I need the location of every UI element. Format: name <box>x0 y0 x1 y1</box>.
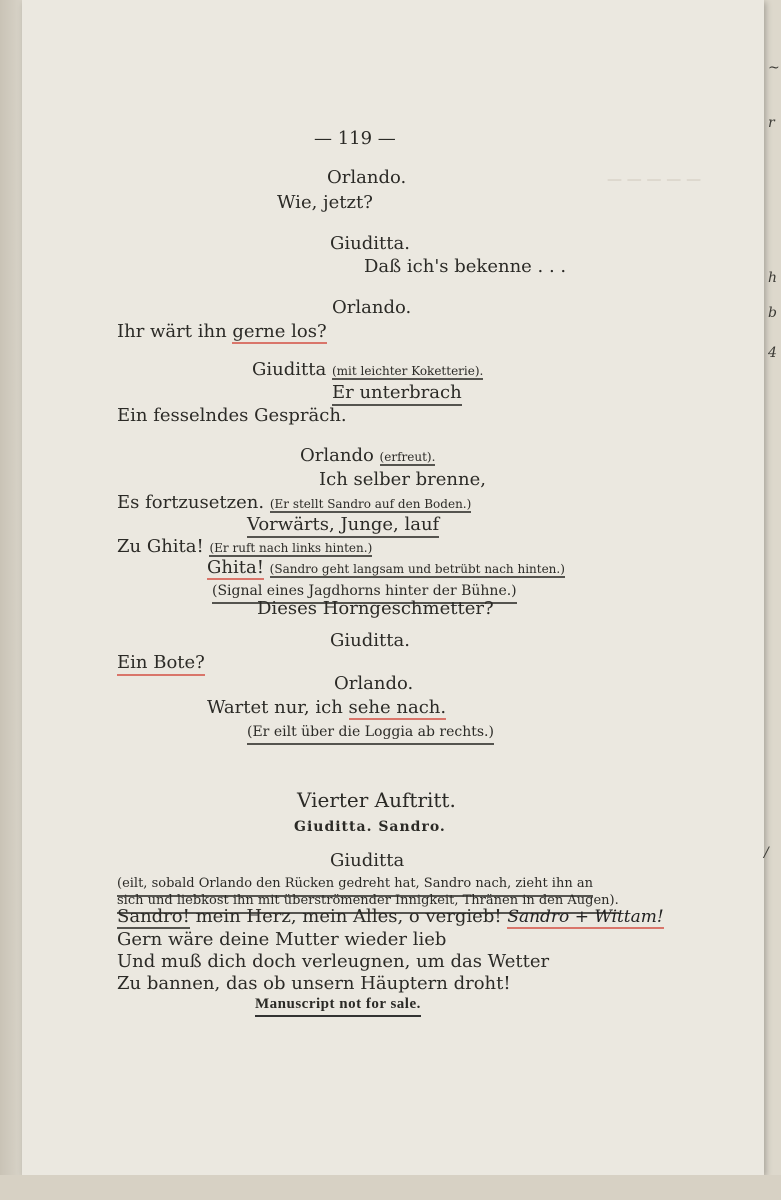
text-fragment: Es fortzusetzen. <box>117 492 265 513</box>
text-fragment: mein Herz, mein Alles, o vergieb! <box>195 906 502 927</box>
text-line <box>207 697 446 719</box>
stage-direction: (Er stellt Sandro auf den Boden.) <box>269 497 472 511</box>
speaker-giuditta <box>252 359 483 382</box>
stage-direction: (Signal eines Jagdhorns hinter der Bühne.) <box>212 580 517 604</box>
stage-direction: (mit leichter Koketterie). <box>331 364 484 378</box>
handwritten-note: Sandro + Wittam! <box>507 907 664 927</box>
scene-cast: Giuditta. Sandro. <box>294 819 446 835</box>
page-bottom-edge <box>0 1175 781 1200</box>
text-line: Vorwärts, Junge, lauf <box>247 514 439 538</box>
show-through-text: — — — — — <box>607 170 702 188</box>
speaker-orlando <box>300 445 435 468</box>
text-line: Zu bannen, das ob unsern Häuptern droht! <box>117 973 511 994</box>
text-line <box>117 906 664 928</box>
text-line: Und muß dich doch verleugnen, um das Wetter <box>117 951 550 972</box>
stage-direction: (Sandro geht langsam und betrübt nach hinten.) <box>269 562 565 576</box>
margin-mark: r <box>768 115 775 131</box>
margin-mark: 4 <box>768 345 777 361</box>
manuscript-stamp: Manuscript not for sale. <box>255 993 421 1017</box>
margin-mark: / <box>764 845 769 861</box>
speaker-name: Giuditta <box>252 359 327 380</box>
speaker-name: Orlando <box>300 445 374 466</box>
text-line <box>117 536 372 559</box>
red-underlined-text: Ghita! <box>207 557 264 578</box>
text-fragment: Wartet nur, ich <box>207 697 343 718</box>
stage-direction: (Er eilt über die Loggia ab rechts.) <box>247 721 494 745</box>
speaker-orlando: Orlando. <box>332 297 412 318</box>
text-line: Daß ich's bekenne . . . <box>364 256 567 277</box>
margin-mark: h <box>768 270 778 286</box>
underlined-text: Sandro! <box>117 906 190 927</box>
text-fragment: Ihr wärt ihn <box>117 321 227 342</box>
scene-title: Vierter Auftritt. <box>297 788 456 812</box>
stage-direction: (erfreut). <box>379 450 436 464</box>
text-line: Dieses Horngeschmetter? <box>257 598 494 619</box>
text-fragment: Zu Ghita! <box>117 536 204 557</box>
book-page <box>22 0 764 1175</box>
text-line <box>117 321 327 343</box>
red-underlined-text: gerne los? <box>232 321 327 342</box>
stage-direction: (eilt, sobald Orlando den Rücken gedreht hat, Sandro nach, zieht ihn an <box>117 873 593 897</box>
text-line: Ein fesselndes Gespräch. <box>117 405 347 426</box>
speaker-giuditta: Giuditta. <box>330 630 410 651</box>
page-number: — 119 — <box>314 128 396 149</box>
margin-mark: b <box>768 305 777 321</box>
text-line: Er unterbrach <box>332 382 462 406</box>
red-underlined-text: sehe nach. <box>348 697 447 718</box>
margin-mark: ~ <box>768 60 780 76</box>
text-line: Gern wäre deine Mutter wieder lieb <box>117 929 447 950</box>
speaker-giuditta: Giuditta <box>330 850 405 871</box>
text-line <box>207 557 565 580</box>
text-line: Ich selber brenne, <box>319 469 486 490</box>
red-underlined-text: Ein Bote? <box>117 652 205 676</box>
text-line <box>117 492 471 515</box>
text-line: Wie, jetzt? <box>277 192 373 213</box>
speaker-giuditta: Giuditta. <box>330 233 410 254</box>
stage-direction: sich und liebkost ihn mit überströmender Innigkeit, Thränen in den Augen). <box>117 890 619 914</box>
stage-direction: (Er ruft nach links hinten.) <box>209 541 373 555</box>
speaker-orlando: Orlando. <box>327 167 407 188</box>
speaker-orlando: Orlando. <box>334 673 414 694</box>
